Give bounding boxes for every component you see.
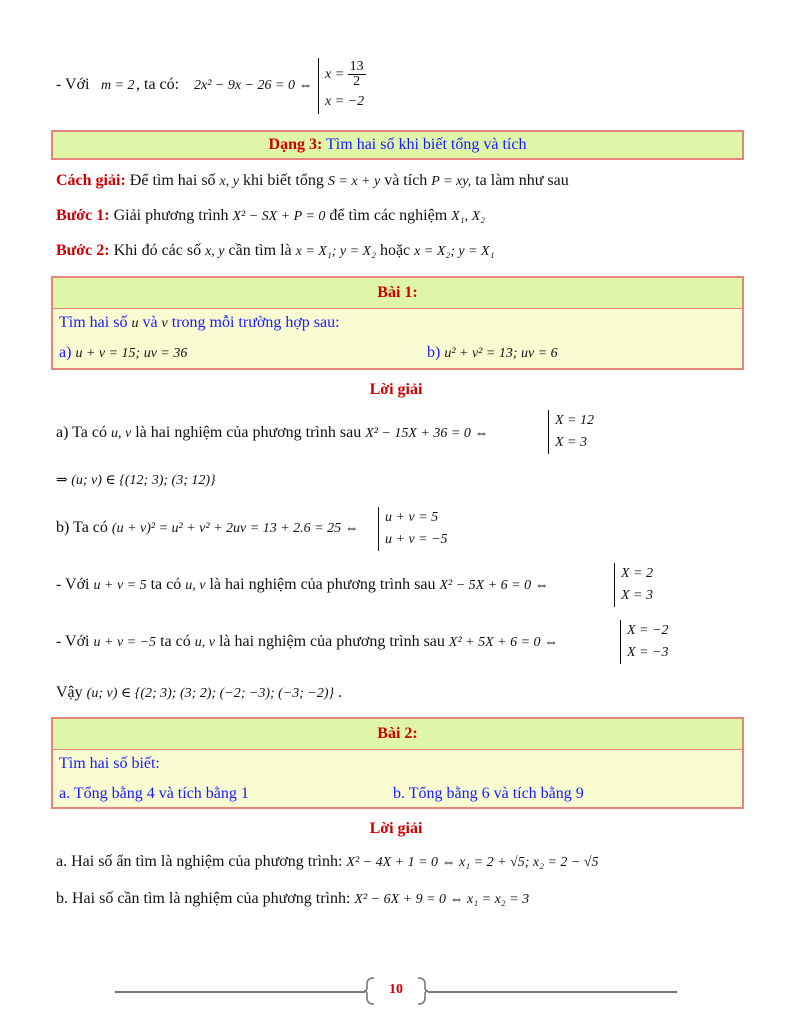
- cachgiai-vars: x, y: [219, 174, 239, 189]
- sol1-b-root1: u + v = 5: [385, 510, 439, 525]
- buoc1-roots: X₁, X₂: [451, 209, 485, 224]
- bai1-option-b: [427, 344, 558, 362]
- cachgiai-sum: S = x + y: [327, 174, 381, 189]
- sol2-a-text: a. Hai số ẩn tìm là nghiệm của phương trình:: [56, 853, 343, 870]
- cachgiai-t2: khi biết tổng: [242, 172, 324, 189]
- sol1-c-eq: X² − 5X + 6 = 0 ⇔: [439, 578, 549, 593]
- sol1-c-bracket: [614, 563, 653, 607]
- buoc2-line: [56, 242, 494, 260]
- buoc2-vars: x, y: [205, 244, 225, 259]
- buoc2-case2: x = X₂; y = X₁: [414, 244, 495, 259]
- cachgiai-t3: và tích: [384, 172, 428, 189]
- bai1-u: u: [131, 316, 139, 331]
- sol1-a-root1: X = 12: [555, 413, 594, 428]
- sol1-b-text: b) Ta có: [56, 519, 108, 536]
- bai2-title: Bài 2:: [53, 719, 742, 750]
- sol1-conc-eq: (u; v) ∈ {(2; 3); (3; 2); (−2; −3); (−3; −2)}: [86, 686, 335, 701]
- m2-condition: m = 2: [101, 78, 135, 93]
- sol1-a-text: a) Ta có: [56, 424, 107, 441]
- buoc1-eq: X² − SX + P = 0: [232, 209, 326, 224]
- bai1-and: và: [142, 314, 158, 331]
- sol1-conclusion: [56, 684, 342, 702]
- m2-root1-den: 2: [353, 74, 361, 90]
- sol2-b-text: b. Hai số cần tìm là nghiệm của phương trình:: [56, 890, 351, 907]
- bai1-a-label: a): [59, 344, 72, 361]
- sol1-a-mid: là hai nghiệm của phương trình sau: [135, 424, 362, 441]
- m2-equation: 2x² − 9x − 26 = 0 ⇔: [194, 78, 313, 93]
- buoc2-label: Bước 2:: [56, 242, 110, 259]
- sol1-c-root2: X = 3: [621, 588, 653, 603]
- sol1-c-prefix: - Với: [56, 576, 90, 593]
- m2-root1-num: 13: [349, 59, 364, 75]
- bai2-prompt: Tìm hai số biết:: [59, 755, 160, 772]
- sol1-c-vars: u, v: [185, 578, 206, 593]
- sol1-d-root2: X = −3: [627, 645, 669, 660]
- sol1-d-mid1: ta có: [160, 633, 191, 650]
- buoc1-label: Bước 1:: [56, 207, 110, 224]
- bai2-option-a: a. Tổng bằng 4 và tích bằng 1: [59, 785, 249, 802]
- bai1-prompt: [59, 314, 340, 332]
- buoc1-t1: Giải phương trình: [113, 207, 229, 224]
- bai1-prompt-a: Tìm hai số: [59, 314, 128, 331]
- m2-root1-fraction: [348, 60, 366, 89]
- bai1-option-a: [59, 344, 187, 362]
- page-number: 10: [389, 982, 403, 997]
- bai2-option-b: b. Tổng bằng 6 và tích bằng 9: [393, 785, 584, 802]
- dang3-label: Dạng 3:: [268, 136, 323, 153]
- sol1-a-bracket: [548, 410, 594, 454]
- buoc2-t1: Khi đó các số: [113, 242, 202, 259]
- sol1-b-eq: (u + v)² = u² + v² + 2uv = 13 + 2.6 = 25 ⇔: [111, 521, 359, 536]
- sol2-b-line: [56, 890, 529, 908]
- page-number-frame: [364, 976, 428, 1006]
- dang3-box: [51, 130, 744, 160]
- loigiai2-heading: Lời giải: [369, 820, 423, 837]
- buoc2-t3: hoặc: [379, 242, 411, 259]
- buoc2-case1: x = X₁; y = X₂: [295, 244, 376, 259]
- sol1-c-mid1: ta có: [150, 576, 182, 593]
- bai1-b-eq: u² + v² = 13; uv = 6: [444, 346, 558, 361]
- cachgiai-prod: P = xy,: [431, 174, 472, 189]
- sol1-a-eq: X² − 15X + 36 = 0 ⇔: [365, 426, 489, 441]
- bai1-v: v: [161, 316, 168, 331]
- footer-rule-right: [428, 991, 677, 993]
- sol1-b-root2: u + v = −5: [385, 532, 448, 547]
- sol1-a-root2: X = 3: [555, 435, 587, 450]
- sol1-a-result: ⇒ (u; v) ∈ {(12; 3); (3; 12)}: [56, 473, 216, 488]
- sol1-d-prefix: - Với: [56, 633, 90, 650]
- bai1-a-eq: u + v = 15; uv = 36: [75, 346, 188, 361]
- sol1-d-bracket: [620, 620, 668, 664]
- sol2-a-eq: X² − 4X + 1 = 0 ⇔ x₁ = 2 + √5; x₂ = 2 − √5: [346, 855, 599, 870]
- sol1-conc-end: .: [338, 684, 343, 701]
- m2-root2: x = −2: [325, 94, 365, 109]
- sol1-b-bracket: [378, 507, 448, 551]
- loigiai1-heading: Lời giải: [369, 381, 423, 398]
- bai2-box: [51, 717, 744, 809]
- sol2-b-eq: X² − 6X + 9 = 0 ⇔ x₁ = x₂ = 3: [354, 892, 530, 907]
- bai1-title: Bài 1:: [53, 278, 742, 309]
- m2-prefix: - Với: [56, 76, 90, 93]
- cachgiai-label: Cách giải:: [56, 172, 126, 189]
- sol1-c-mid2: là hai nghiệm của phương trình sau: [209, 576, 436, 593]
- dang3-title: Tìm hai số khi biết tổng và tích: [326, 136, 527, 153]
- bai1-b-label: b): [427, 344, 441, 361]
- cachgiai-t4: ta làm như sau: [475, 172, 569, 189]
- cachgiai-line: [56, 172, 569, 190]
- m2-solution-bracket: [318, 58, 366, 114]
- sol1-c-root1: X = 2: [621, 566, 653, 581]
- sol1-d-root1: X = −2: [627, 623, 669, 638]
- sol1-d-vars: u, v: [194, 635, 215, 650]
- sol1-c-cond: u + v = 5: [93, 578, 147, 593]
- sol2-a-line: [56, 853, 599, 871]
- bai1-box: [51, 276, 744, 370]
- buoc1-line: [56, 207, 485, 225]
- sol1-d-mid2: là hai nghiệm của phương trình sau: [218, 633, 445, 650]
- sol1-a-vars: u, v: [111, 426, 132, 441]
- footer-rule-left: [115, 991, 365, 993]
- sol1-d-cond: u + v = −5: [93, 635, 157, 650]
- buoc2-t2: cần tìm là: [228, 242, 292, 259]
- cachgiai-t1: Để tìm hai số: [129, 172, 216, 189]
- m2-root1-prefix: x =: [325, 67, 345, 82]
- buoc1-t2: để tìm các nghiệm: [329, 207, 448, 224]
- bai1-prompt-b: trong mỗi trường hợp sau:: [171, 314, 340, 331]
- sol1-d-eq: X² + 5X + 6 = 0 ⇔: [448, 635, 559, 650]
- m2-mid: , ta có:: [136, 76, 180, 93]
- sol1-conc-prefix: Vậy: [56, 684, 83, 701]
